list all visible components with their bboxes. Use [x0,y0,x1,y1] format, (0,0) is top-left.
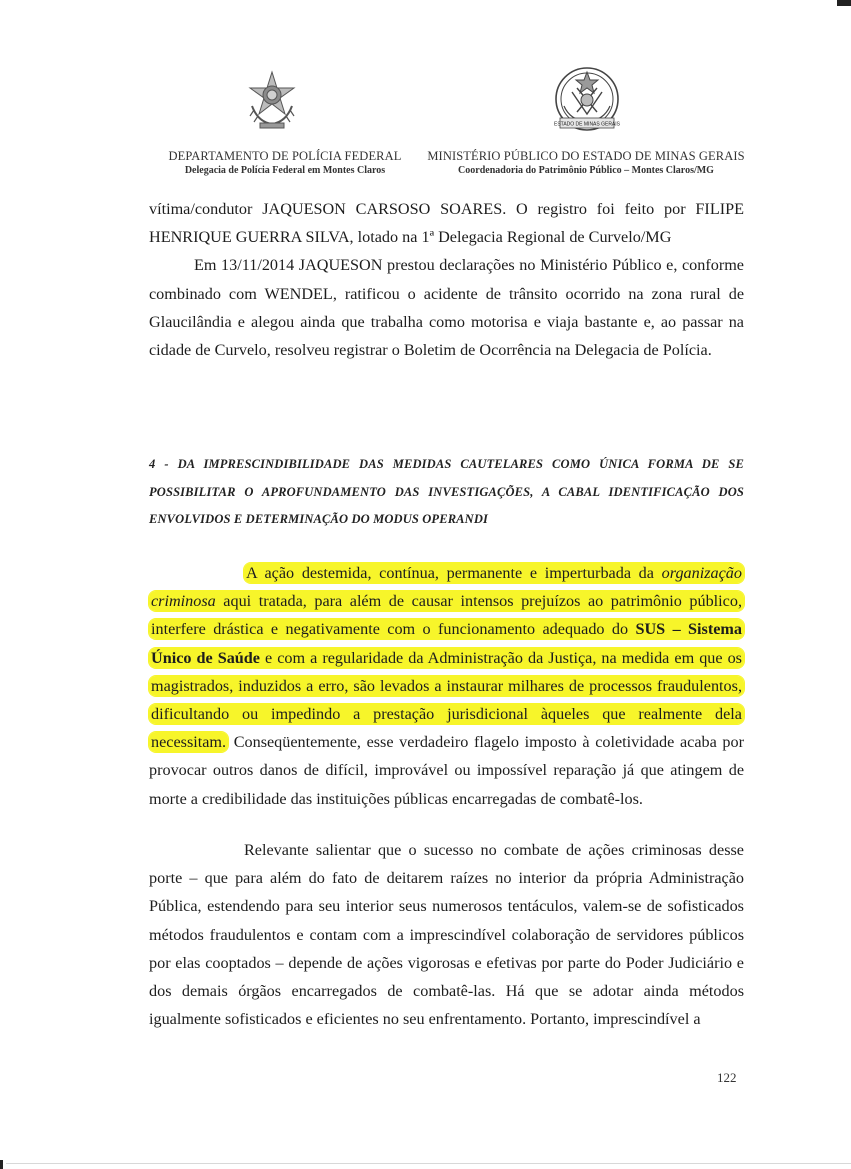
italic-term: organização criminosa [151,564,742,611]
department-title: DEPARTAMENTO DE POLÍCIA FEDERAL [168,149,402,163]
ministry-subtitle: Coordenadoria do Patrimônio Público – Montes Claros/MG [458,165,714,176]
paragraph-highlighted [149,559,744,813]
scan-edge-mark [837,0,851,6]
paragraph-continuation: vítima/condutor JAQUESON CARSOSO SOARES. O registro foi feito por FILIPE HENRIQUE GUERRA SILVA, lotado na 1ª Delegacia Regional de Curvelo/MG [149,200,744,247]
brazil-coat-of-arms-icon [244,70,300,132]
paragraph-relevante: Relevante salientar que o sucesso no combate de ações criminosas desse porte – que para além do fato de deitarem raízes no interior da própria Administração Pública, estendendo para seu interior seus numerosos tentáculos, valem-se de sofisticados métodos fraudulentos e contam com a imprescindível colaboração de servidores públicos por elas cooptados – depende de ações vigorosas e efetivas por parte do Poder Judiciário e dos demais órgãos encarregados de combatê-las. Há que se adotar ainda métodos igualmente sofisticados e eficientes no seu enfrentamento. Portanto, imprescindível a [149,841,744,1029]
paragraph-tail: Conseqüentemente, esse verdadeiro flagelo imposto à coletividade acaba por provocar outros danos de difícil, improvável ou impossível reparação já que atingem de morte a credibilidade das instituições públicas encarregadas de combatê-los. [149,733,744,808]
minas-gerais-coat-of-arms-icon [550,66,624,136]
scan-edge-mark [0,1160,3,1169]
emblem-label: ESTADO DE MINAS GERAIS [553,121,621,128]
page-number: 122 [717,1070,737,1085]
paragraph-declaracoes: Em 13/11/2014 JAQUESON prestou declarações no Ministério Público e, conforme combinado com WENDEL, ratificou o acidente de trânsito ocorrido na zona rural de Glaucilândia e alegou ainda que trabalha como motorisa e viaja bastante e, ao passar na cidade de Curvelo, resolveu registrar o Boletim de Ocorrência na Delegacia de Polícia. [149,256,744,360]
highlighted-text: A ação destemida, contínua, permanente e imperturbada da organização criminosa aqui tratada, para além de causar intensos prejuízos ao patrimônio público, interfere drástica e negativamente com o funcionamento adequado do SUS – Sistema Único de Saúde e com a regularidade da Administração da Justiça, na medida em que os magistrados, induzidos a erro, são levados a instaurar milhares de processos fraudulentos, dificultando ou impedindo a prestação jurisdicional àqueles que realmente dela necessitam. [151,564,743,752]
header-left [160,149,410,176]
section-heading: 4 - DA IMPRESCINDIBILIDADE DAS MEDIDAS CAUTELARES COMO ÚNICA FORMA DE SE POSSIBILITAR O APROFUNDAMENTO DAS INVESTIGAÇÕES, A CABAL IDENTIFICAÇÃO DOS ENVOLVIDOS E DETERMINAÇÃO DO MODUS OPERANDI [149,457,744,526]
department-subtitle: Delegacia de Polícia Federal em Montes Claros [184,165,386,176]
ministry-title: MINISTÉRIO PÚBLICO DO ESTADO DE MINAS GERAIS [427,149,745,163]
bold-term: SUS – Sistema Único de Saúde [151,620,743,667]
header-right [425,149,747,176]
body-text-top [149,195,744,364]
scan-edge-line [6,1163,851,1164]
